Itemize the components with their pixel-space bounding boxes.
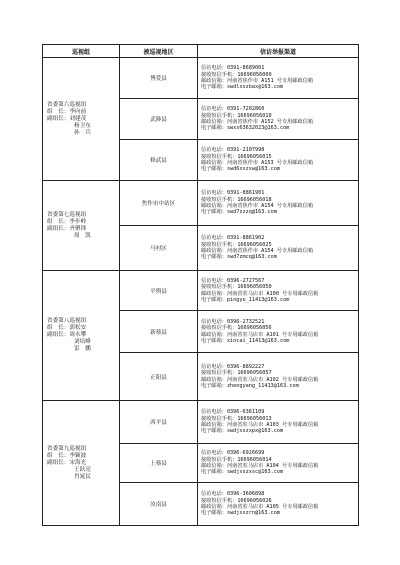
table-row bbox=[43, 401, 359, 444]
phone-line: 信访电话：0391-7202860 bbox=[201, 106, 265, 113]
phone-line: 信访电话：0396-3606898 bbox=[201, 491, 265, 498]
channel-cell bbox=[198, 140, 359, 181]
team-leader: 组 长：李向前 bbox=[47, 108, 87, 115]
email-line[interactable]: 电子邮箱：swxs63632023@163.com bbox=[201, 125, 290, 132]
table-row bbox=[43, 271, 359, 311]
sms-line: 接收短信手机：16696056057 bbox=[201, 370, 272, 377]
team-name: 省委第九巡视组 bbox=[47, 445, 87, 452]
email-line[interactable]: 电子邮箱：swdlxszbax@163.com bbox=[201, 84, 284, 91]
channel-cell bbox=[198, 99, 359, 140]
table-row bbox=[43, 58, 359, 99]
sms-line: 接收短信手机：16696056025 bbox=[201, 241, 272, 248]
team-deputy: 副组长：齐聚锋 bbox=[47, 225, 87, 232]
area-name: 马村区 bbox=[120, 226, 198, 271]
team-member: 王跃亮 bbox=[74, 466, 91, 473]
table-body bbox=[43, 58, 359, 526]
team-leader: 组 长：李步岭 bbox=[47, 218, 87, 225]
area-name: 上蔡县 bbox=[120, 444, 198, 483]
team-deputy: 副组长：周永攀 bbox=[47, 332, 87, 338]
channel-cell bbox=[198, 181, 359, 226]
area-name: 焦作市中站区 bbox=[120, 181, 198, 226]
team-member: 肖晁民 bbox=[74, 473, 91, 480]
team-member: 雷 鹏 bbox=[74, 346, 91, 352]
email-line[interactable]: 电子邮箱：swdjxszrn@163.com bbox=[201, 510, 281, 517]
channel-cell bbox=[198, 401, 359, 444]
email-line[interactable]: 电子邮箱：swd6xszxw@163.com bbox=[201, 166, 281, 173]
inspection-team-cell bbox=[43, 58, 120, 181]
sms-line: 接收短信手机：16696056056 bbox=[201, 325, 272, 332]
mailbox-line: 邮政信箱：河南省焦作市 A152 号专用邮政信箱 bbox=[201, 119, 314, 125]
header-team: 巡视组 bbox=[43, 45, 120, 58]
mailbox-line: 邮政信箱：河南省焦作市 A154 号专用邮政信箱 bbox=[201, 203, 314, 209]
team-deputy: 副组长：刘建茂 bbox=[47, 115, 87, 122]
team-member: 周 凯 bbox=[74, 232, 91, 239]
table-row bbox=[43, 181, 359, 226]
channel-cell bbox=[198, 271, 359, 311]
mailbox-line: 邮政信箱：河南省驻马店市 A101 号专用邮政信箱 bbox=[201, 331, 319, 338]
team-deputy: 副组长：宋海光 bbox=[47, 459, 87, 466]
channel-cell bbox=[198, 353, 359, 401]
email-line[interactable]: 电子邮箱：swdjxszxsc@163.com bbox=[201, 469, 284, 476]
area-name: 平舆县 bbox=[120, 271, 198, 311]
mailbox-line: 邮政信箱：河南省焦作市 A154 号专用邮政信箱 bbox=[201, 248, 314, 254]
sms-line: 接收短信手机：16696056010 bbox=[201, 112, 272, 119]
team-member: 孙 兵 bbox=[74, 129, 91, 136]
header-channels: 信访举报渠道 bbox=[198, 45, 359, 58]
area-name: 汝南县 bbox=[120, 483, 198, 526]
email-line[interactable]: 电子邮箱：xincai_11413@163.com bbox=[201, 337, 290, 344]
team-name: 省委第七巡视组 bbox=[47, 211, 87, 218]
email-line[interactable]: 电子邮箱：swd7zmcq@163.com bbox=[201, 254, 277, 261]
sms-line: 接收短信手机：16696056026 bbox=[201, 497, 272, 504]
phone-line: 信访电话：0396-2732521 bbox=[201, 318, 265, 325]
mailbox-line: 邮政信箱：河南省驻马店市 A102 号专用邮政信箱 bbox=[201, 376, 319, 383]
header-row bbox=[43, 45, 359, 58]
phone-line: 信访电话：0396-6361109 bbox=[201, 409, 265, 416]
inspection-team-cell bbox=[43, 181, 120, 271]
phone-line: 信访电话：0396-2727567 bbox=[201, 277, 265, 284]
inspection-team-cell bbox=[43, 271, 120, 401]
mailbox-line: 邮政信箱：河南省焦作市 A153 号专用邮政信箱 bbox=[201, 160, 314, 166]
area-name: 修武县 bbox=[120, 140, 198, 181]
phone-line: 信访电话：0396-6926699 bbox=[201, 450, 265, 457]
phone-line: 信访电话：0391-8689001 bbox=[201, 65, 265, 72]
email-line[interactable]: 电子邮箱：pingyu_11413@163.com bbox=[201, 296, 290, 303]
mailbox-line: 邮政信箱：河南省驻马店市 A103 号专用邮政信箱 bbox=[201, 422, 319, 428]
phone-line: 信访电话：0396-8892227 bbox=[201, 363, 265, 370]
sms-line: 接收短信手机：16696056014 bbox=[201, 456, 272, 463]
sms-line: 接收短信手机：16696056015 bbox=[201, 153, 272, 160]
email-line[interactable]: 电子邮箱：zhengyang_11413@163.com bbox=[201, 382, 299, 389]
team-leader: 组 长：郭松安 bbox=[47, 325, 87, 331]
document-page bbox=[42, 44, 358, 526]
phone-line: 信访电话：0391-8861901 bbox=[201, 190, 265, 197]
sms-line: 接收短信手机：16696056018 bbox=[201, 196, 272, 203]
team-name: 省委第八巡视组 bbox=[47, 318, 87, 324]
phone-line: 信访电话：0391-2107998 bbox=[201, 147, 265, 154]
email-line[interactable]: 电子邮箱：swdjxszxpx@163.com bbox=[201, 428, 284, 435]
area-name: 博爱县 bbox=[120, 58, 198, 99]
team-name: 省委第六巡视组 bbox=[47, 101, 87, 108]
area-name: 西平县 bbox=[120, 401, 198, 444]
phone-line: 信访电话：0391-8861902 bbox=[201, 235, 265, 242]
inspection-table bbox=[42, 44, 359, 526]
sms-line: 接收短信手机：16696056009 bbox=[201, 71, 272, 78]
team-leader: 组 长：李颖波 bbox=[47, 452, 87, 459]
mailbox-line: 邮政信箱：河南省驻马店市 A105 号专用邮政信箱 bbox=[201, 504, 319, 510]
mailbox-line: 邮政信箱：河南省驻马店市 A104 号专用邮政信箱 bbox=[201, 463, 319, 469]
area-name: 正阳县 bbox=[120, 353, 198, 401]
team-member: 刘培峰 bbox=[74, 339, 91, 345]
area-name: 武陟县 bbox=[120, 99, 198, 140]
channel-cell bbox=[198, 226, 359, 271]
email-line[interactable]: 电子邮箱：swd7zzzq@163.com bbox=[201, 209, 277, 216]
sms-line: 接收短信手机：16696056050 bbox=[201, 284, 272, 291]
sms-line: 接收短信手机：16696056013 bbox=[201, 415, 272, 422]
channel-cell bbox=[198, 58, 359, 99]
team-member: 杨卫东 bbox=[74, 122, 91, 129]
mailbox-line: 邮政信箱：河南省焦作市 A151 号专用邮政信箱 bbox=[201, 78, 314, 84]
header-area: 被巡视地区 bbox=[120, 45, 198, 58]
channel-cell bbox=[198, 483, 359, 526]
inspection-team-cell bbox=[43, 401, 120, 526]
channel-cell bbox=[198, 311, 359, 353]
channel-cell bbox=[198, 444, 359, 483]
mailbox-line: 邮政信箱：河南省驻马店市 A100 号专用邮政信箱 bbox=[201, 290, 319, 297]
area-name: 新蔡县 bbox=[120, 311, 198, 353]
